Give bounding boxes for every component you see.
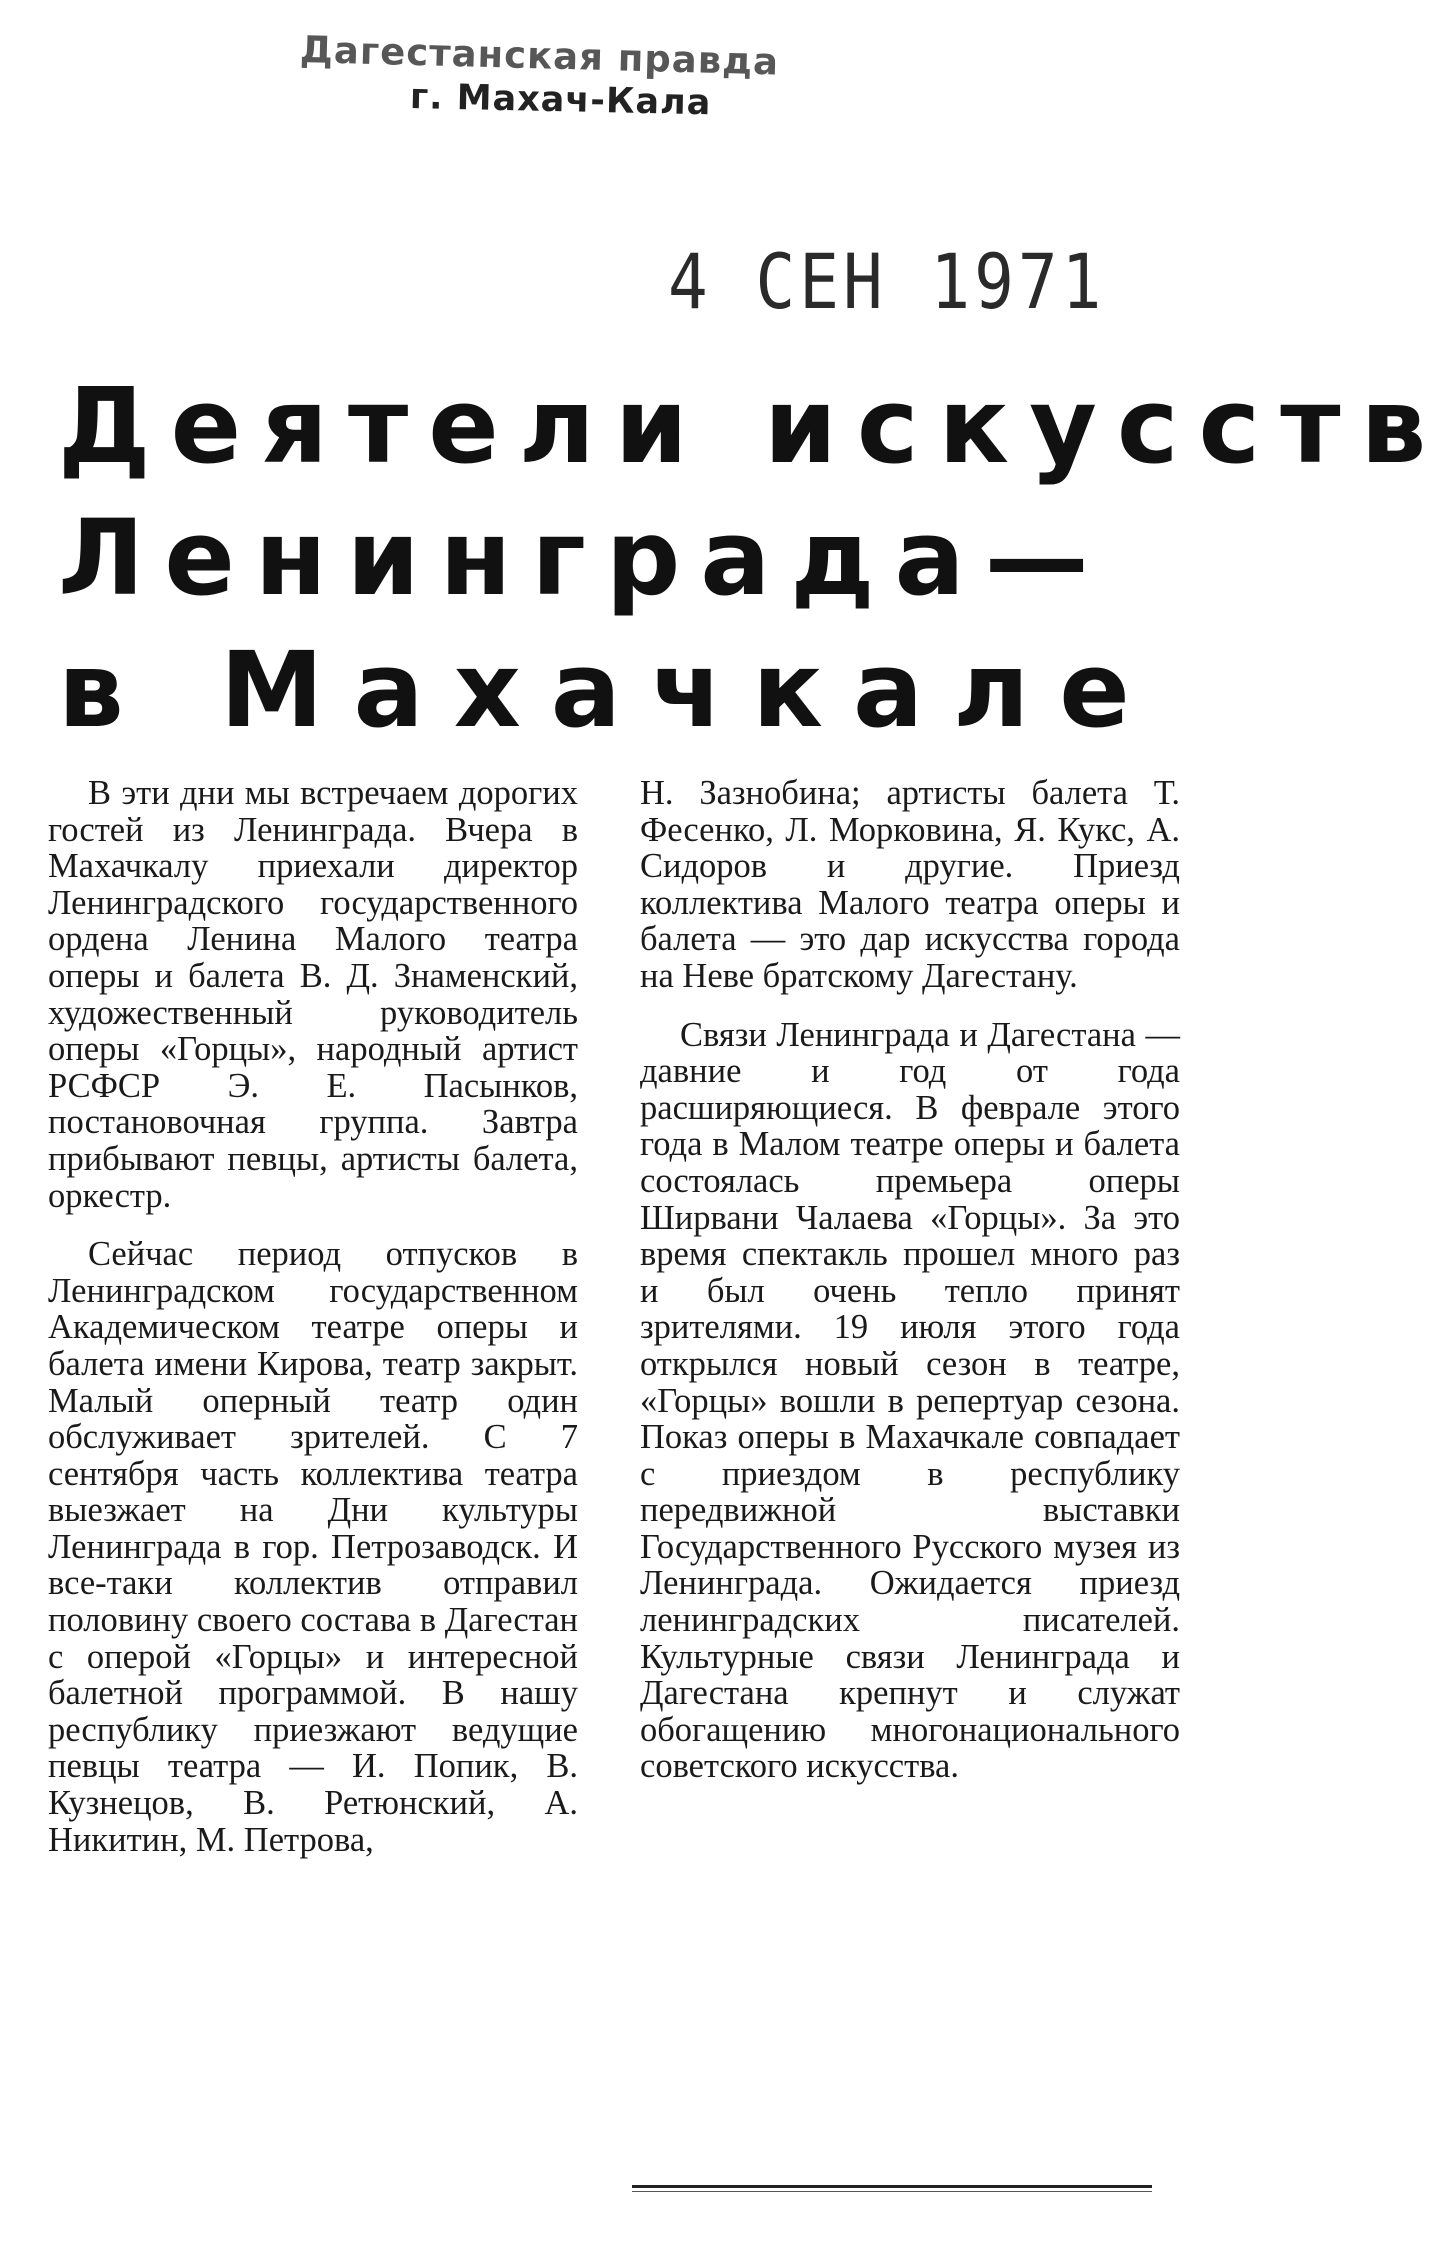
end-rule — [632, 2185, 1152, 2188]
article-column-left — [48, 775, 578, 1880]
headline-line-3: в Махачкале — [58, 629, 1160, 751]
headline-line-2: Ленинграда— — [58, 497, 1109, 619]
newspaper-source-stamp — [299, 28, 860, 124]
article-column-right — [640, 775, 1180, 1807]
article-paragraph: Сейчас период отпусков в Ленинградском государственном Академическом театре оперы и балета имени Кирова, театр закрыт. Малый оперный театр один обслуживает зрителей. С 7 сентября часть коллектива театра выезжает на Дни культуры Ленинграда в гор. Петрозаводск. И все-таки коллектив отправил половину своего состава в Дагестан с оперой «Горцы» и интересной балетной программой. В нашу республику приезжают ведущие певцы театра — И. Попик, В. Кузнецов, В. Ретюнский, А. Никитин, М. Петрова, — [48, 1235, 578, 1859]
end-rule-secondary — [632, 2191, 1152, 2192]
article-paragraph: Н. Зазнобина; артисты балета Т. Фесенко, Л. Морковина, Я. Кукс, А. Сидоров и другие. Приезд коллектива Малого театра оперы и балета — это дар искусства города на Неве братскому Дагестану. — [640, 774, 1180, 995]
newspaper-name: Дагестанская правда — [299, 28, 780, 84]
article-paragraph: В эти дни мы встречаем дорогих гостей из Ленинграда. Вчера в Махачкалу приехали директор Ленинградского государственного ордена Ленина Малого театра оперы и балета В. Д. Знаменский, художественный руководитель оперы «Горцы», народный артист РСФСР Э. Е. Пасынков, постановочная группа. Завтра прибывают певцы, артисты балета, оркестр. — [48, 774, 578, 1215]
newspaper-city: г. Махач-Кала — [409, 77, 712, 124]
headline-line-1: Деятели искусств — [58, 365, 1446, 487]
article-paragraph: Связи Ленинграда и Дагестана — давние и год от года расширяющиеся. В феврале этого года в Малом театре оперы и балета состоялась премьера оперы Ширвани Чалаева «Горцы». За это время спектакль прошел много раз и был очень тепло принят зрителями. 19 июля этого года открылся новый сезон в театре, «Горцы» вошли в репертуар сезона. Показ оперы в Махачкале совпадает с приездом в республику передвижной выставки Государственного Русского музея из Ленинграда. Ожидается приезд ленинградских писателей. Культурные связи Ленинграда и Дагестана крепнут и служат обогащению многонационального советского искусства. — [640, 1015, 1180, 1786]
headline — [58, 360, 1446, 756]
date-stamp: 4 СЕН 1971 — [668, 238, 1106, 327]
